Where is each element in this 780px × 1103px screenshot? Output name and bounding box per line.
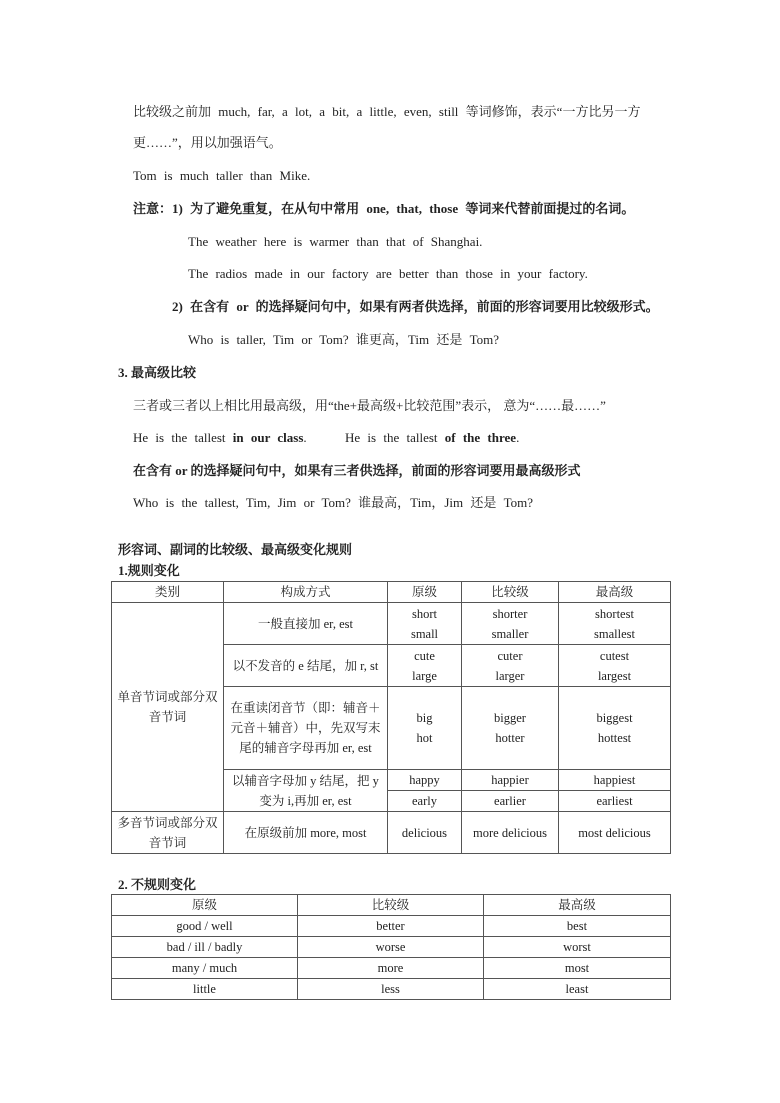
base-cell: short small xyxy=(388,603,462,645)
header-base: 原级 xyxy=(388,582,462,603)
rules-title: 形容词、副词的比较级、最高级变化规则 xyxy=(118,542,353,557)
category-polysyllabic: 多音节词或部分双音节词 xyxy=(112,812,224,854)
table-row xyxy=(112,958,671,979)
method-cell: 在原级前加 more, most xyxy=(224,812,388,854)
superlative-heading: 3. 最高级比较 xyxy=(118,365,197,380)
note-point-2: 2) 在含有 or 的选择疑问句中，如果有两者供选择，前面的形容词要用比较级形式。 xyxy=(172,299,659,314)
superlative-cell: least xyxy=(484,979,671,1000)
header-base: 原级 xyxy=(112,895,298,916)
base-cell: happy early xyxy=(388,770,462,812)
comparative-cell: shorter smaller xyxy=(462,603,559,645)
header-category: 类别 xyxy=(112,582,224,603)
base-cell: big hot xyxy=(388,687,462,770)
comparative-cell: better xyxy=(298,916,484,937)
base-cell: cute large xyxy=(388,645,462,687)
superlative-description: 三者或三者以上相比用最高级，用“the+最高级+比较范围”表示， 意为“……最……” xyxy=(133,398,606,413)
comparative-cell: bigger hotter xyxy=(462,687,559,770)
note-point-1: 注意：1) 为了避免重复，在从句中常用 one, that, those 等词来代替前面提过的名词。 xyxy=(133,201,635,216)
regular-changes-table xyxy=(111,581,671,854)
method-cell: 一般直接加 er, est xyxy=(224,603,388,645)
comparative-cell: more delicious xyxy=(462,812,559,854)
superlative-cell: most delicious xyxy=(559,812,671,854)
table-row xyxy=(112,937,671,958)
table-row xyxy=(112,979,671,1000)
table-row xyxy=(112,812,671,854)
superlative-cell: cutest largest xyxy=(559,645,671,687)
superlative-cell: shortest smallest xyxy=(559,603,671,645)
comparative-cell: happier earlier xyxy=(462,770,559,812)
comparative-cell: worse xyxy=(298,937,484,958)
intro-example: Tom is much taller than Mike. xyxy=(133,168,311,183)
method-cell: 以辅音字母加 y 结尾，把 y 变为 i,再加 er, est xyxy=(224,770,388,812)
base-cell: little xyxy=(112,979,298,1000)
irregular-changes-title: 2. 不规则变化 xyxy=(118,877,197,892)
method-cell: 以不发音的 e 结尾，加 r, st xyxy=(224,645,388,687)
comparative-cell: less xyxy=(298,979,484,1000)
regular-changes-title: 1.规则变化 xyxy=(118,563,180,578)
base-cell: bad / ill / badly xyxy=(112,937,298,958)
header-comparative: 比较级 xyxy=(462,582,559,603)
comparative-cell: more xyxy=(298,958,484,979)
intro-line-2: 更……”，用以加强语气。 xyxy=(133,135,282,150)
base-cell: good / well xyxy=(112,916,298,937)
header-method: 构成方式 xyxy=(224,582,388,603)
table-header-row xyxy=(112,582,671,603)
note-example-3: Who is taller, Tim or Tom? 谁更高，Tim 还是 Tom? xyxy=(188,332,499,347)
table-row xyxy=(112,916,671,937)
superlative-cell: worst xyxy=(484,937,671,958)
table-header-row xyxy=(112,895,671,916)
base-cell: delicious xyxy=(388,812,462,854)
superlative-cell: happiest earliest xyxy=(559,770,671,812)
intro-line-1: 比较级之前加 much, far, a lot, a bit, a little, even, still 等词修饰，表示“一方比另一方 xyxy=(133,104,641,119)
header-superlative: 最高级 xyxy=(559,582,671,603)
note-example-1: The weather here is warmer than that of Shanghai. xyxy=(188,234,483,249)
superlative-example-c: Who is the tallest, Tim, Jim or Tom? 谁最高，Tim，Jim 还是 Tom? xyxy=(133,495,534,510)
header-comparative: 比较级 xyxy=(298,895,484,916)
header-superlative: 最高级 xyxy=(484,895,671,916)
note-example-2: The radios made in our factory are better than those in your factory. xyxy=(188,266,588,281)
comparative-cell: cuter larger xyxy=(462,645,559,687)
superlative-cell: biggest hottest xyxy=(559,687,671,770)
superlative-cell: most xyxy=(484,958,671,979)
table-row xyxy=(112,603,671,645)
irregular-changes-table xyxy=(111,894,671,1000)
category-monosyllabic: 单音节词或部分双音节词 xyxy=(112,603,224,812)
base-cell: many / much xyxy=(112,958,298,979)
superlative-example-a: He is the tallest in our class. xyxy=(133,430,307,445)
superlative-rule: 在含有 or 的选择疑问句中，如果有三者供选择，前面的形容词要用最高级形式 xyxy=(133,463,581,478)
superlative-cell: best xyxy=(484,916,671,937)
superlative-example-b: He is the tallest of the three. xyxy=(345,430,520,445)
method-cell: 在重读闭音节（即：辅音＋元音＋辅音）中，先双写末尾的辅音字母再加 er, est xyxy=(224,687,388,770)
